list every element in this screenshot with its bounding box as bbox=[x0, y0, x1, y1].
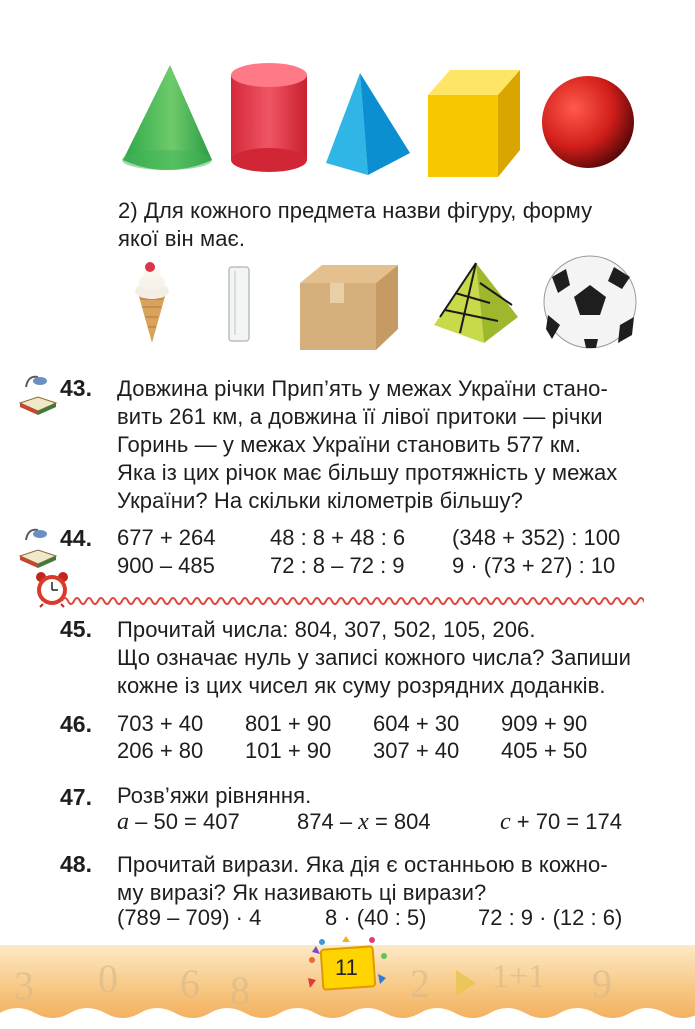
expression: 8 · (40 : 5) bbox=[325, 905, 427, 930]
expression: (789 – 709) · 4 bbox=[117, 905, 262, 930]
expression: 405 + 50 bbox=[501, 738, 588, 763]
variable-c: c bbox=[500, 809, 511, 835]
equation-3 bbox=[500, 809, 622, 836]
text-line: Яка із цих річок має більшу протяжність у межах bbox=[117, 460, 618, 485]
task-2-line-2: якої він має. bbox=[118, 226, 246, 251]
variable-a: a bbox=[117, 809, 129, 835]
text-line: Що означає нуль у записі кожного числа? Запиши bbox=[117, 645, 631, 670]
pyramid-puzzle bbox=[434, 263, 518, 343]
expression: 307 + 40 bbox=[373, 738, 460, 763]
equation-1 bbox=[117, 809, 240, 836]
exercise-45-number: 45. bbox=[60, 616, 92, 642]
exercise-43-number: 43. bbox=[60, 375, 92, 401]
decor-digit: 1+1 bbox=[492, 958, 546, 995]
equation-rest: = 804 bbox=[368, 809, 431, 834]
text-line: Прочитай числа: 804, 307, 502, 105, 206. bbox=[117, 617, 536, 642]
decor-digit: 2 bbox=[410, 961, 430, 1006]
expression: 703 + 40 bbox=[117, 711, 204, 736]
exercise-47-number: 47. bbox=[60, 784, 92, 810]
book-lamp-icon bbox=[18, 373, 60, 417]
ice-cream-cone bbox=[135, 262, 169, 343]
footer-wave bbox=[0, 1003, 695, 1029]
exercise-44-number: 44. bbox=[60, 525, 92, 551]
decor-digit: 6 bbox=[180, 961, 200, 1006]
decor-digit: 3 bbox=[14, 963, 34, 1008]
text-line: Горинь — у межах України становить 577 км. bbox=[117, 432, 582, 457]
text-line: вить 261 км, а довжина її лівої притоки — річки bbox=[117, 404, 603, 429]
exercise-45-text bbox=[117, 616, 677, 700]
expression: 206 + 80 bbox=[117, 738, 204, 763]
wavy-divider bbox=[62, 594, 644, 608]
equation-left: 874 – bbox=[297, 809, 359, 834]
exercise-43-text bbox=[117, 375, 677, 515]
expression: 677 + 264 bbox=[117, 525, 216, 550]
text-line: Довжина річки Прип’ять у межах України стано- bbox=[117, 376, 608, 401]
cube-shape bbox=[428, 70, 520, 177]
expression: 909 + 90 bbox=[501, 711, 588, 736]
decor-digit: 9 bbox=[592, 961, 612, 1006]
cardboard-box bbox=[300, 265, 398, 350]
expression: 48 : 8 + 48 : 6 bbox=[270, 525, 406, 550]
decor-digit: 0 bbox=[98, 956, 118, 1001]
equation-rest: – 50 = 407 bbox=[129, 809, 240, 834]
text-line: кожне із цих чисел як суму розрядних доданків. bbox=[117, 673, 606, 698]
expression: 604 + 30 bbox=[373, 711, 460, 736]
text-line: України? На скільки кілометрів більшу? bbox=[117, 488, 523, 513]
equation-rest: + 70 = 174 bbox=[510, 809, 622, 834]
equation-2 bbox=[297, 809, 431, 836]
text-line: Прочитай вирази. Яка дія є останньою в кожно- bbox=[117, 852, 608, 877]
sphere-shape bbox=[542, 76, 634, 168]
glass-tube bbox=[229, 267, 249, 341]
expression: (348 + 352) : 100 bbox=[452, 525, 621, 550]
variable-x: x bbox=[358, 809, 369, 835]
book-lamp-icon bbox=[18, 526, 60, 570]
expression: 900 – 485 bbox=[117, 553, 215, 578]
expression: 72 : 8 – 72 : 9 bbox=[270, 553, 405, 578]
cylinder-shape bbox=[231, 63, 307, 172]
exercise-46-number: 46. bbox=[60, 711, 92, 737]
soccer-ball bbox=[544, 256, 636, 348]
exercise-48-text bbox=[117, 851, 677, 907]
geometric-shapes-row bbox=[0, 55, 695, 180]
text-line: му виразі? Як називають ці вирази? bbox=[117, 880, 487, 905]
expression: 101 + 90 bbox=[245, 738, 332, 763]
expression: 72 : 9 · (12 : 6) bbox=[478, 905, 623, 930]
expression: 9 · (73 + 27) : 10 bbox=[452, 553, 616, 578]
task-2-line-1: 2) Для кожного предмета назви фігуру, форму bbox=[118, 198, 593, 223]
page-number: 11 bbox=[335, 955, 358, 980]
exercise-48-number: 48. bbox=[60, 851, 92, 877]
play-triangle-icon bbox=[452, 968, 478, 998]
decor-digit: 8 bbox=[230, 968, 250, 1013]
expression: 801 + 90 bbox=[245, 711, 332, 736]
cone-shape bbox=[122, 65, 212, 170]
exercise-47-text: Розв’яжи рівняння. bbox=[117, 783, 312, 808]
pyramid-shape bbox=[326, 73, 410, 175]
objects-row bbox=[0, 255, 695, 355]
